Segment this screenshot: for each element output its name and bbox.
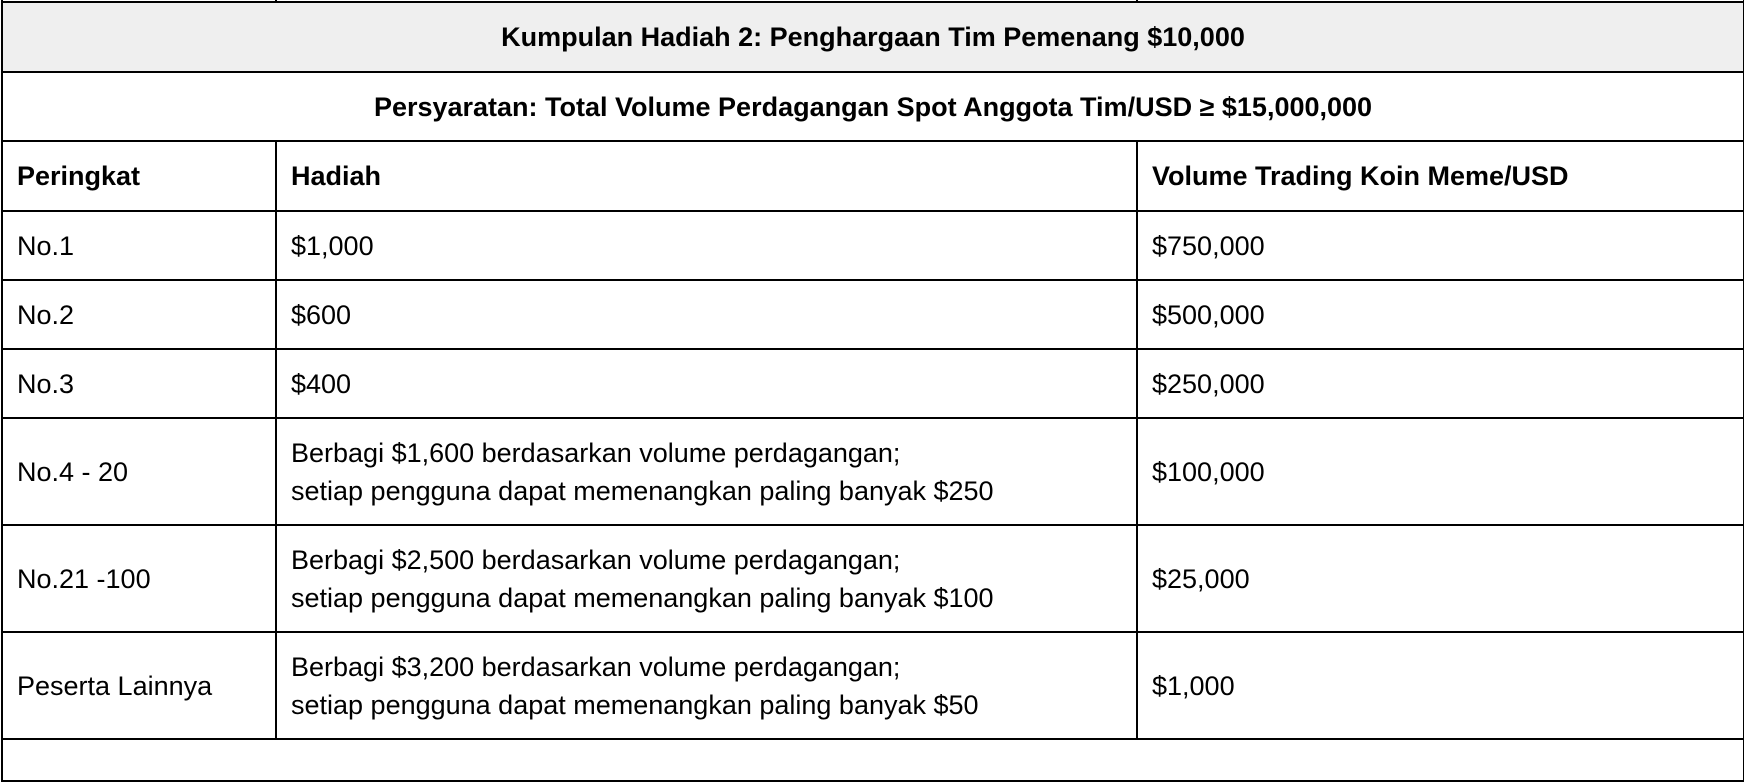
table-row xyxy=(2,280,1744,349)
rank-cell: No.2 xyxy=(2,280,276,349)
table-row xyxy=(2,632,1744,739)
table-bottom-edge xyxy=(2,739,1744,781)
table-row xyxy=(2,349,1744,418)
reward-cell: $1,000 xyxy=(276,211,1137,280)
header-row xyxy=(2,141,1744,211)
reward-line-2: setiap pengguna dapat memenangkan paling banyak $100 xyxy=(291,582,994,613)
table-title: Kumpulan Hadiah 2: Penghargaan Tim Pemenang $10,000 xyxy=(2,2,1744,72)
reward-cell xyxy=(276,632,1137,739)
requirement-text: Persyaratan: Total Volume Perdagangan Spot Anggota Tim/USD ≥ $15,000,000 xyxy=(2,72,1744,141)
rank-cell: Peserta Lainnya xyxy=(2,632,276,739)
rank-cell: No.3 xyxy=(2,349,276,418)
header-volume: Volume Trading Koin Meme/USD xyxy=(1137,141,1744,211)
table-row xyxy=(2,211,1744,280)
header-rank: Peringkat xyxy=(2,141,276,211)
reward-line-1: Berbagi $1,600 berdasarkan volume perdagangan; xyxy=(291,437,901,468)
reward-cell xyxy=(276,418,1137,525)
table-row xyxy=(2,418,1744,525)
volume-cell: $750,000 xyxy=(1137,211,1744,280)
rank-cell: No.21 -100 xyxy=(2,525,276,632)
reward-line-1: Berbagi $2,500 berdasarkan volume perdagangan; xyxy=(291,544,901,575)
reward-line-1: Berbagi $3,200 berdasarkan volume perdagangan; xyxy=(291,651,901,682)
reward-line-2: setiap pengguna dapat memenangkan paling banyak $50 xyxy=(291,689,979,720)
title-row xyxy=(2,2,1744,72)
volume-cell: $1,000 xyxy=(1137,632,1744,739)
reward-cell: $600 xyxy=(276,280,1137,349)
reward-cell xyxy=(276,525,1137,632)
table-row xyxy=(2,525,1744,632)
rank-cell: No.4 - 20 xyxy=(2,418,276,525)
reward-cell: $400 xyxy=(276,349,1137,418)
requirement-row xyxy=(2,72,1744,141)
reward-pool-table xyxy=(1,0,1744,782)
rank-cell: No.1 xyxy=(2,211,276,280)
header-reward: Hadiah xyxy=(276,141,1137,211)
volume-cell: $500,000 xyxy=(1137,280,1744,349)
volume-cell: $250,000 xyxy=(1137,349,1744,418)
reward-line-2: setiap pengguna dapat memenangkan paling banyak $250 xyxy=(291,475,994,506)
volume-cell: $25,000 xyxy=(1137,525,1744,632)
volume-cell: $100,000 xyxy=(1137,418,1744,525)
